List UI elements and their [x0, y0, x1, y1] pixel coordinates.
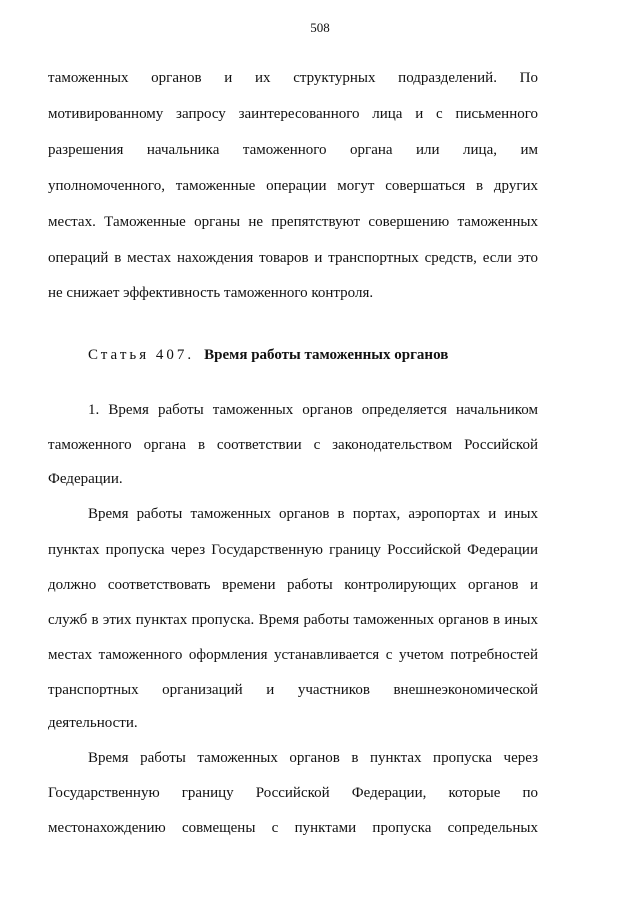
article-label: Статья 407. — [88, 347, 195, 363]
text-line: Время работы таможенных органов в портах, аэропортах и иных — [88, 506, 538, 522]
text-line: Время работы таможенных органов в пунктах пропуска через — [88, 750, 538, 766]
text-line: пунктах пропуска через Государственную границу Российской Федерации — [48, 542, 538, 558]
text-line: Федерации. — [48, 471, 123, 487]
text-line: должно соответствовать времени работы контролирующих органов и — [48, 577, 538, 593]
text-line: местах таможенного оформления устанавливается с учетом потребностей — [48, 647, 538, 663]
text-line: местонахождению совмещены с пунктами пропуска сопредельных — [48, 820, 538, 836]
article-title: Время работы таможенных органов — [204, 347, 449, 363]
text-line: местах. Таможенные органы не препятствуют совершению таможенных — [48, 214, 538, 230]
text-line: операций в местах нахождения товаров и транспортных средств, если это — [48, 250, 538, 266]
text-line: транспортных организаций и участников внешнеэкономической — [48, 682, 538, 698]
text-line: уполномоченного, таможенные операции могут совершаться в других — [48, 178, 538, 194]
text-line: 1. Время работы таможенных органов определяется начальником — [88, 402, 538, 418]
text-line: мотивированному запросу заинтересованного лица и с письменного — [48, 106, 538, 122]
page-number: 508 — [310, 20, 330, 35]
text-line: не снижает эффективность таможенного контроля. — [48, 285, 374, 301]
text-line: таможенного органа в соответствии с законодательством Российской — [48, 437, 538, 453]
text-line: деятельности. — [48, 715, 138, 731]
text-line: таможенных органов и их структурных подразделений. По — [48, 70, 538, 86]
text-line: служб в этих пунктах пропуска. Время работы таможенных органов в иных — [48, 612, 538, 628]
article-heading — [88, 346, 448, 364]
text-line: Государственную границу Российской Федерации, которые по — [48, 785, 538, 801]
text-line: разрешения начальника таможенного органа или лица, им — [48, 142, 538, 158]
